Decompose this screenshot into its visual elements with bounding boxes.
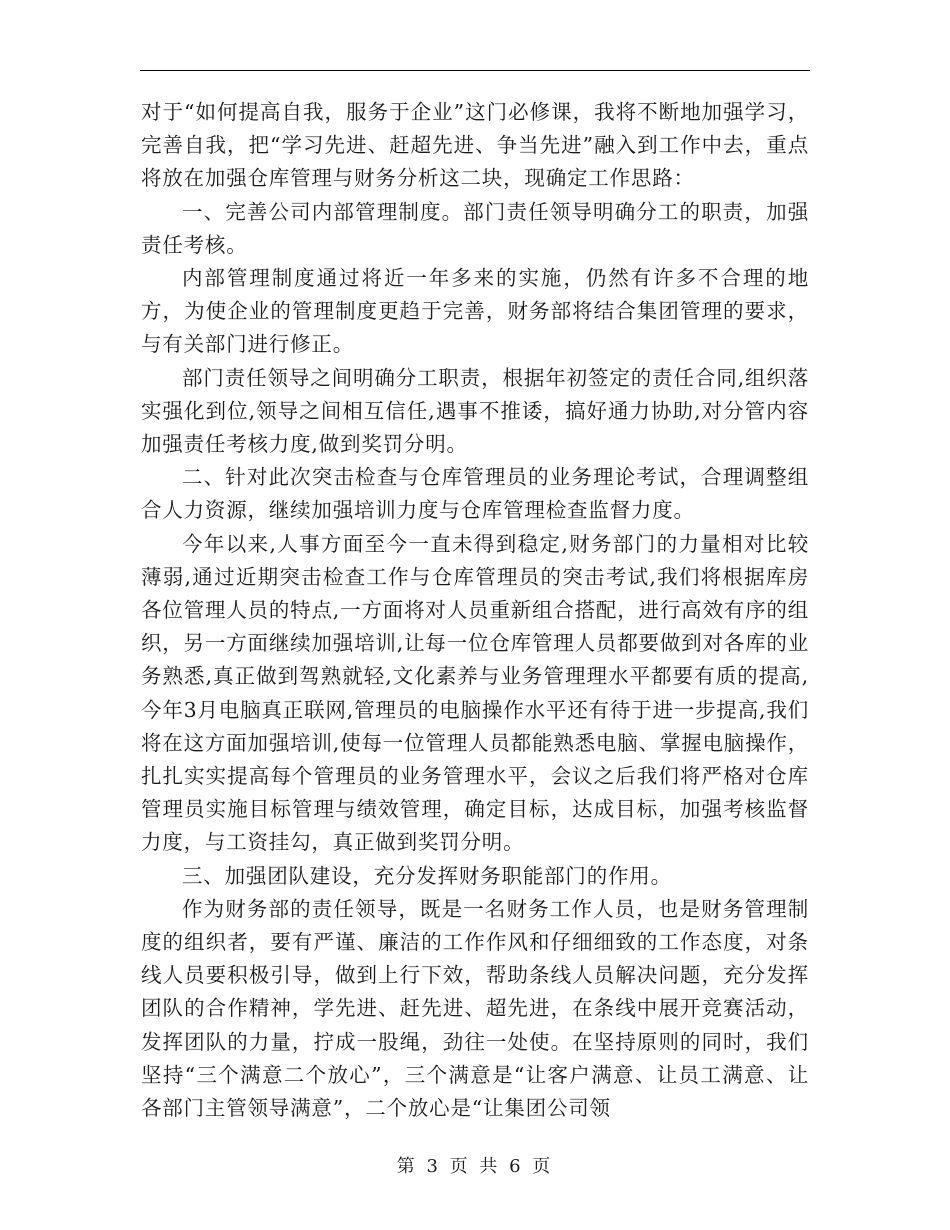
document-body <box>141 96 809 1125</box>
paragraph-heading-1: 一、完善公司内部管理制度。部门责任领导明确分工的职责，加强责任考核。 <box>141 199 809 257</box>
paragraph-intro: 对于“如何提高自我，服务于企业”这门必修课，我将不断地加强学习，完善自我，把“学习先进、赶超先进、争当先进”融入到工作中去，重点将放在加强仓库管理与财务分析这二块，现确定工作思路： <box>141 100 809 191</box>
paragraph-staffing-training: 今年以来,人事方面至今一直未得到稳定,财务部门的力量相对比较薄弱,通过近期突击检查工作与仓库管理员的突击考试,我们将根据库房各位管理人员的特点,一方面将对人员重新组合搭配，进行高效有序的组织，另一方面继续加强培训,让每一位仓库管理人员都要做到对各库的业务熟悉,真正做到驾熟就轻,文化素养与业务管理理水平都要有质的提高,今年3月电脑真正联网,管理员的电脑操作水平还有待于进一步提高,我们将在这方面加强培训,使每一位管理人员都能熟悉电脑、掌握电脑操作，扎扎实实提高每个管理员的业务管理水平，会议之后我们将严格对仓库管理员实施目标管理与绩效管理，确定目标，达成目标，加强考核监督力度，与工资挂勾，真正做到奖罚分明。 <box>141 531 809 855</box>
paragraph-heading-3: 三、加强团队建设，充分发挥财务职能部门的作用。 <box>182 863 672 888</box>
paragraph-heading-2: 二、针对此次突击检查与仓库管理员的业务理论考试，合理调整组合人力资源，继续加强培训力度与仓库管理检查监督力度。 <box>141 465 809 523</box>
page-number-footer: 第 3 页 共 6 页 <box>396 1156 554 1177</box>
header-rule <box>140 70 810 71</box>
paragraph-management-system: 内部管理制度通过将近一年多来的实施，仍然有许多不合理的地方，为使企业的管理制度更趋于完善，财务部将结合集团管理的要求，与有关部门进行修正。 <box>141 266 809 357</box>
paragraph-responsibility: 部门责任领导之间明确分工职责，根据年初签定的责任合同,组织落实强化到位,领导之间相互信任,遇事不推诿，搞好通力协助,对分管内容加强责任考核力度,做到奖罚分明。 <box>141 365 809 457</box>
paragraph-team-building: 作为财务部的责任领导，既是一名财务工作人员，也是财务管理制度的组织者，要有严谨、廉洁的工作作风和仔细细致的工作态度，对条线人员要积极引导，做到上行下效，帮助条线人员解决问题，充分发挥团队的合作精神，学先进、赶先进、超先进，在条线中展开竞赛活动，发挥团队的力量，拧成一股绳，劲往一处使。在坚持原则的同时，我们坚持“三个满意二个放心”，三个满意是“让客户满意、让员工满意、让各部门主管领导满意”，二个放心是“让集团公司领 <box>141 896 809 1121</box>
